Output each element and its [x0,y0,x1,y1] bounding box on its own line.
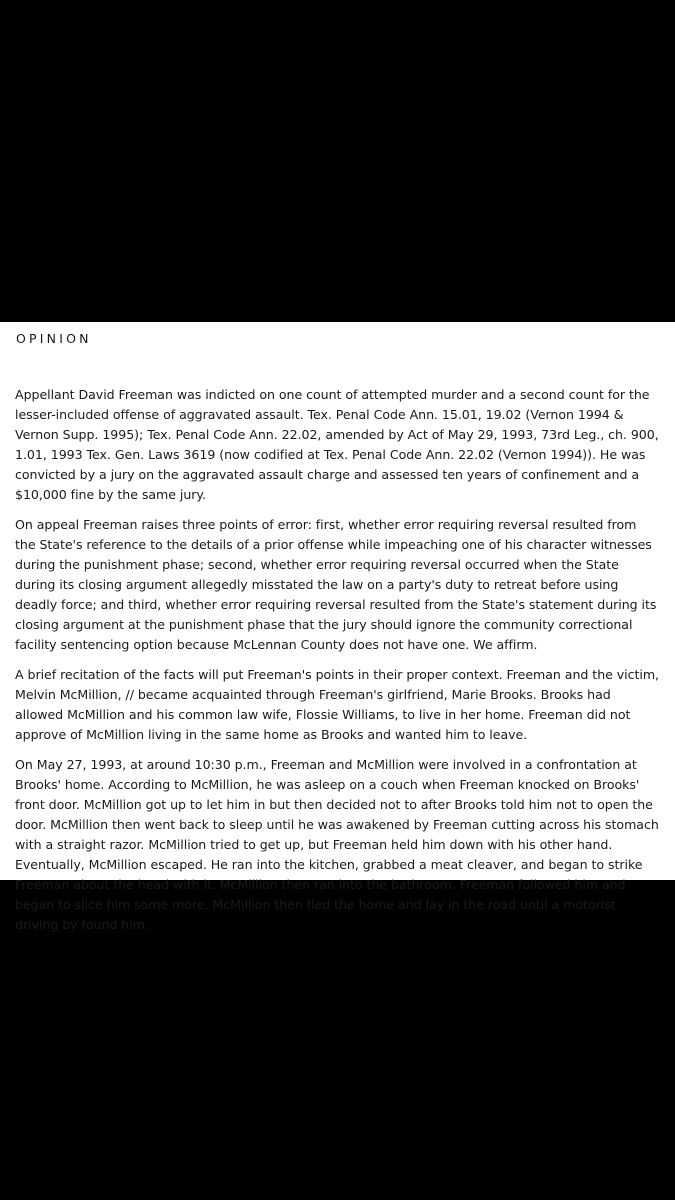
paragraph-points-of-error: On appeal Freeman raises three points of error: first, whether error requiring reversal resulted from the State's reference to the details of a prior offense while impeaching one of his character witnesses during the punishment phase; second, whether error requiring reversal occurred when the State during its closing argument allegedly misstated the law on a party's duty to retreat before using deadly force; and third, whether error requiring reversal resulted from the State's statement during its closing argument at the punishment phase that the jury should ignore the community correctional facility sentencing option because McLennan County does not have one. We affirm. [15,517,657,652]
opinion-body [15,385,660,945]
opinion-heading: OPINION [16,331,92,346]
paragraph-facts-intro: A brief recitation of the facts will put Freeman's points in their proper context. Freeman and the victim, Melvin McMillion, // became acquainted through Freeman's girlfriend, Marie Brooks. Brooks had allowed McMillion and his common law wife, Flossie Williams, to live in her home. Freeman did not approve of McMillion living in the same home as Brooks and wanted him to leave. [15,667,660,742]
paragraph-confrontation: On May 27, 1993, at around 10:30 p.m., Freeman and McMillion were involved in a confrontation at Brooks' home. According to McMillion, he was asleep on a couch when Freeman knocked on Brooks' front door. McMillion got up to let him in but then decided not to after Brooks told him not to open the door. McMillion then went back to sleep until he was awakened by Freeman cutting across his stomach with a straight razor. McMillion tried to get up, but Freeman held him down with his other hand. Eventually, McMillion escaped. He ran into the kitchen, grabbed a meat cleaver, and began to strike Freeman about the head with it. McMillion then ran into the bathroom. Freeman followed him and began to slice him some more. McMillion then fled the home and lay in the road until a motorist driving by found him. [15,757,659,932]
document-page [0,322,675,932]
paragraph-indictment: Appellant David Freeman was indicted on one count of attempted murder and a second count for the lesser-included offense of aggravated assault. Tex. Penal Code Ann. 15.01, 19.02 (Vernon 1994 & Vernon Supp. 1995); Tex. Penal Code Ann. 22.02, amended by Act of May 29, 1993, 73rd Leg., ch. 900, 1.01, 1993 Tex. Gen. Laws 3619 (now codified at Tex. Penal Code Ann. 22.02 (Vernon 1994)). He was convicted by a jury on the aggravated assault charge and assessed ten years of confinement and a $10,000 fine by the same jury. [15,387,659,502]
